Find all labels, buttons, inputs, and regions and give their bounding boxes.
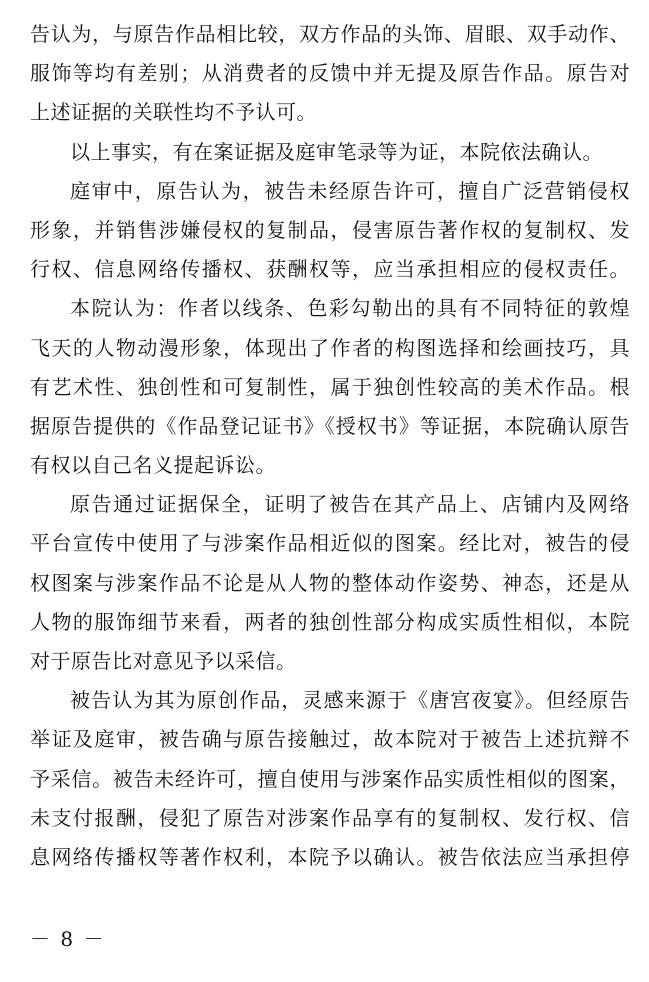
page-number: － 8 －: [30, 927, 106, 951]
text-line: 未支付报酬，侵犯了原告对涉案作品享有的复制权、发行权、信: [30, 805, 630, 830]
text-line: 上述证据的关联性均不予认可。: [30, 100, 317, 125]
text-line: 息网络传播权等著作权利，本院予以确认。被告依法应当承担停: [30, 844, 630, 869]
text-line: 有权以自己名义提起诉讼。: [30, 453, 276, 478]
text-line: 飞天的人物动漫形象，体现出了作者的构图选择和绘画技巧，具: [30, 335, 630, 360]
paragraph-first-line: 庭审中，原告认为，被告未经原告许可，擅自广泛营销侵权: [70, 178, 630, 203]
paragraph-first-line: 原告通过证据保全，证明了被告在其产品上、店铺内及网络: [70, 492, 630, 517]
text-line: 行权、信息网络传播权、获酬权等，应当承担相应的侵权责任。: [30, 257, 630, 282]
text-line: 对于原告比对意见予以采信。: [30, 649, 297, 673]
text-line: 形象，并销售涉嫌侵权的复制品，侵害原告著作权的复制权、发: [30, 217, 630, 242]
text-line: 举证及庭审，被告确与原告接触过，故本院对于被告上述抗辩不: [30, 727, 630, 752]
text-line: 服饰等均有差别；从消费者的反馈中并无提及原告作品。原告对: [30, 61, 630, 86]
text-line: 有艺术性、独创性和可复制性，属于独创性较高的美术作品。根: [30, 374, 630, 399]
text-line: 告认为，与原告作品相比较，双方作品的头饰、眉眼、双手动作、: [30, 22, 630, 46]
text-line: 人物的服饰细节来看，两者的独创性部分构成实质性相似，本院: [30, 609, 630, 634]
text-line: 据原告提供的《作品登记证书》《授权书》等证据，本院确认原告: [30, 413, 630, 438]
paragraph-first-line: 本院认为：作者以线条、色彩勾勒出的具有不同特征的敦煌: [70, 296, 630, 321]
paragraph-first-line: 被告认为其为原创作品，灵感来源于《唐宫夜宴》。但经原告: [70, 688, 630, 713]
paragraph-first-line: 以上事实，有在案证据及庭审笔录等为证，本院依法确认。: [70, 139, 603, 164]
text-line: 予采信。被告未经许可，擅自使用与涉案作品实质性相似的图案，: [30, 766, 630, 791]
document-body: [30, 15, 630, 877]
text-line: 权图案与涉案作品不论是从人物的整体动作姿势、神态，还是从: [30, 570, 630, 595]
text-line: 平台宣传中使用了与涉案作品相近似的图案。经比对，被告的侵: [30, 531, 630, 556]
